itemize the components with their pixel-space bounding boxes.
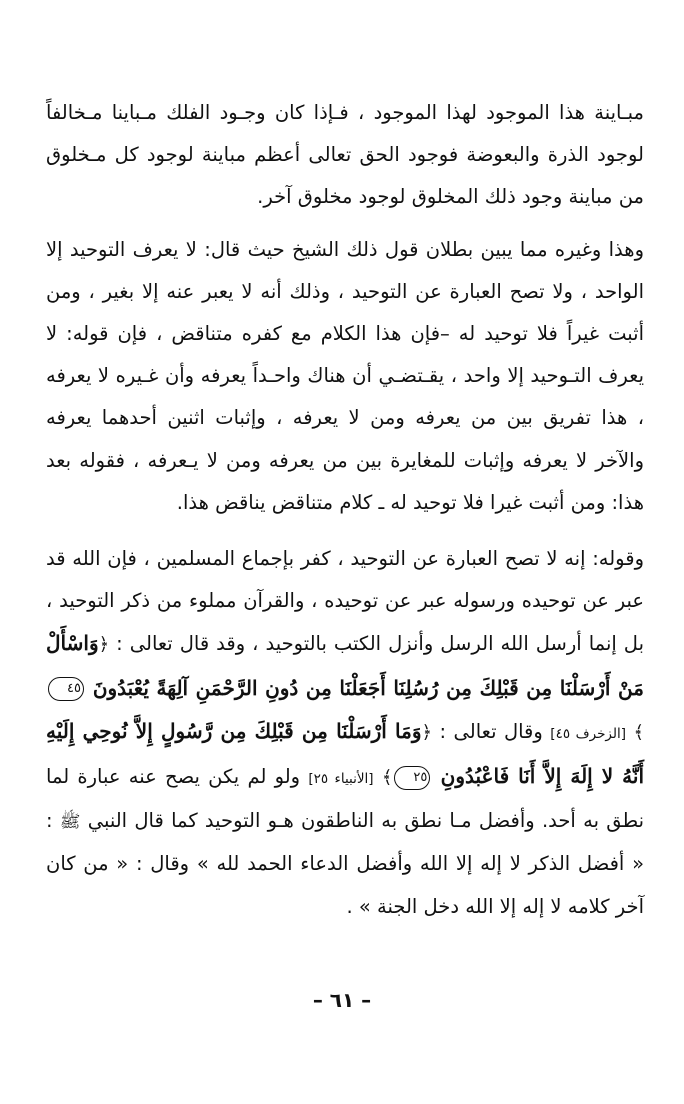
- page-number: – ٦١ –: [312, 988, 372, 1012]
- verse-1-close-bracket: ﴾: [633, 721, 645, 743]
- paragraph-1: مبـاينة هذا الموجود لهذا الموجود ، فـإذا كان وجـود الفلك مـباينا مـخالفاً لوجود الذرة والبعوضة فوجود الحق تعالى أعظم مباينة لوجود كل مـخلوق من مباينة وجود ذلك المخلوق لوجود مخلوق آخر.: [46, 101, 644, 209]
- verse-1-reference: [الزخرف ٤٥]: [550, 725, 626, 742]
- hadith-text: : « أفضل الذكر لا إله إلا الله وأفضل الدعاء الحمد لله » وقال : « من كان آخر كلامه لا إله إلا الله دخل الجنة » .: [46, 809, 644, 918]
- verse-2-number-marker: ٢٥: [394, 766, 430, 790]
- verse-1-number-marker: ٤٥: [48, 677, 84, 701]
- paragraph-3: [46, 538, 644, 928]
- salawat-symbol: ﷺ: [59, 812, 81, 833]
- verse-1-open-bracket: ﴿: [98, 634, 110, 656]
- verse-2-reference: [الأنبياء ٢٥]: [308, 771, 374, 788]
- verse-2-close-bracket: ﴾: [381, 767, 393, 789]
- verse-2-text: وَمَا أَرْسَلْنَا مِن قَبْلِكَ مِن رَّسُولٍ إِلاَّ نُوحِي إِلَيْهِ أَنَّهُ لا إِلَهَ إِلاَّ أَنَا فَاعْبُدُونِ: [46, 718, 645, 789]
- paragraph-2: وهذا وغيره مما يبين بطلان قول ذلك الشيخ حيث قال: لا يعرف التوحيد إلا الواحد ، ولا تصح العبارة عن التوحيد ، وذلك أنه لا يعبر عنه إلا بغير ، ومن أثبت غيراً فلا توحيد له –فإن هذا الكلام مع كفره متناقض ، فإن قوله: لا يعرف التـوحيد إلا واحد ، يقـتضـي أن هناك واحـداً يعرفه وأن غـيره لا يعرفه ، هذا تفريق بين من يعرفه ومن لا يعرفه ، وإثبات اثنين أحدهما يعرفه والآخر لا يعرفه وإثبات للمغايرة بين من يعرفه ومن لا يـعرفه ، فقوله بعد هذا: ومن أثبت غيرا فلا توحيد له ـ كلام متناقض يناقض هذا.: [46, 237, 644, 514]
- verse-connector: وقال تعالى :: [439, 719, 543, 743]
- paragraph-3-continuation: ولو لم يكن يصح عنه عبارة لما نطق به أحد. وأفضل مـا نطق به الناطقون هـو التوحيد كما قال النبي: [46, 765, 644, 833]
- verse-1-text: وَاسْأَلْ مَنْ أَرْسَلْنَا مِن قَبْلِكَ مِن رُسُلِنَا أَجَعَلْنَا مِن دُونِ الرَّحْمَنِ آلِهَةً يُعْبَدُونَ: [46, 631, 644, 700]
- verse-2-open-bracket: ﴿: [421, 721, 433, 743]
- page-body: [46, 92, 644, 928]
- paragraph-3-intro: وقوله: إنه لا تصح العبارة عن التوحيد ، كفر بإجماع المسلمين ، فإن الله قد عبر عن توحيده ورسوله عبر عن توحيده ، والقرآن مملوء من ذكر التوحيد ، بل إنما أرسل الله الرسل وأنزل الكتب بالتوحيد ، وقد قال تعالى :: [46, 547, 644, 656]
